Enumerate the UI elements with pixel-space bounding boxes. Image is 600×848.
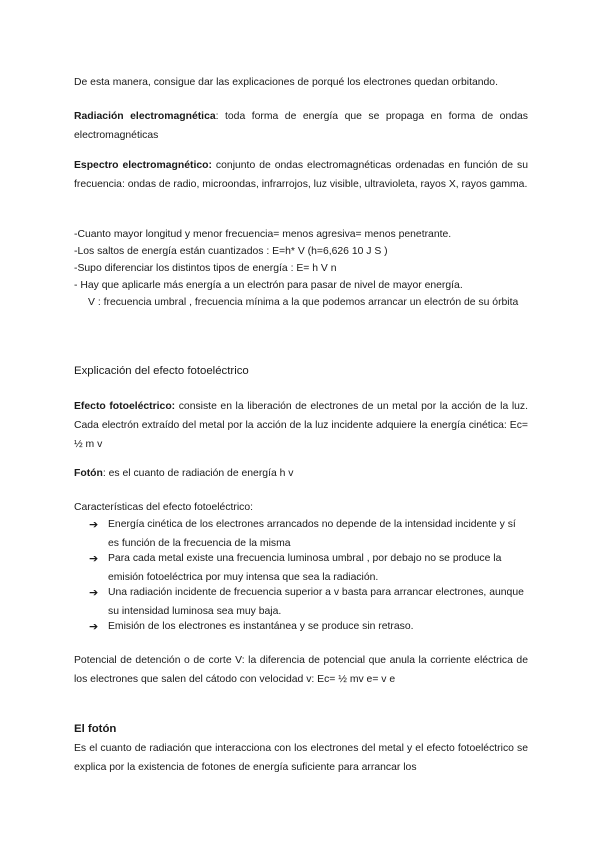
efecto-text: consiste en la liberación de electrones de un metal por la acción de la luz. Cada electrón extraído del metal por la acción de la luz incidente adquiere la energía cinética: Ec= ½ m v (74, 401, 528, 450)
efecto-term: Efecto fotoeléctrico: (74, 401, 176, 412)
list-item (89, 583, 529, 621)
list-item-text: Emisión de los electrones es instantánea y se produce sin retraso. (108, 621, 414, 632)
list-item (89, 515, 529, 553)
foton-definition (74, 464, 528, 483)
arrow-right-icon: ➔ (89, 518, 99, 531)
list-item-text: Una radiación incidente de frecuencia superior a v basta para arrancar electrones, aunque su intensidad luminosa sea muy baja. (108, 587, 524, 617)
section-heading-foton: El fotón (74, 723, 117, 735)
potencial-paragraph: Potencial de detención o de corte V: la diferencia de potencial que anula la corriente eléctrica de los electrones que salen del cátodo con velocidad v: Ec= ½ mv e= v e (74, 655, 528, 685)
arrow-right-icon: ➔ (89, 586, 99, 599)
note-line-2: -Los saltos de energía están cuantizados : E=h* V (h=6,626 10 J S ) (74, 246, 388, 257)
list-item (89, 549, 529, 587)
note-sub-umbral: V : frecuencia umbral , frecuencia mínima a la que podemos arrancar un electrón de su órbita (88, 297, 519, 308)
efecto-definition (74, 397, 528, 454)
foton-paragraph: Es el cuanto de radiación que interacciona con los electrones del metal y el efecto fotoeléctrico se explica por la existencia de fotones de energía suficiente para arrancar los (74, 743, 528, 773)
espectro-term: Espectro electromagnético: (74, 160, 212, 171)
radiacion-definition (74, 107, 528, 145)
radiacion-text: : toda forma de energía que se propaga en forma de ondas electromagnéticas (74, 111, 528, 141)
caracteristicas-title: Características del efecto fotoeléctrico: (74, 502, 254, 513)
foton-text: : es el cuanto de radiación de energía h v (102, 468, 294, 479)
note-line-3: -Supo diferenciar los distintos tipos de energía : E= h V n (74, 263, 337, 274)
espectro-definition (74, 156, 528, 194)
note-line-4: - Hay que aplicarle más energía a un electrón para pasar de nivel de mayor energía. (74, 280, 463, 291)
list-item-text: Energía cinética de los electrones arrancados no depende de la intensidad incidente y sí es función de la frecuencia de la misma (108, 519, 516, 549)
intro-paragraph: De esta manera, consigue dar las explicaciones de porqué los electrones quedan orbitando. (74, 77, 498, 88)
arrow-right-icon: ➔ (89, 620, 99, 633)
section-heading-fotoelectrico: Explicación del efecto fotoeléctrico (74, 365, 249, 377)
foton-term: Fotón (74, 468, 103, 479)
note-line-1: -Cuanto mayor longitud y menor frecuencia= menos agresiva= menos penetrante. (74, 229, 452, 240)
list-item-text: Para cada metal existe una frecuencia luminosa umbral , por debajo no se produce la emisión fotoeléctrica por muy intensa que sea la radiación. (108, 553, 502, 583)
arrow-right-icon: ➔ (89, 552, 99, 565)
list-item (89, 617, 529, 636)
radiacion-term: Radiación electromagnética (74, 111, 216, 122)
espectro-text: conjunto de ondas electromagnéticas ordenadas en función de su frecuencia: ondas de radio, microondas, infrarrojos, luz visible, ultravioleta, rayos X, rayos gamma. (74, 160, 528, 190)
